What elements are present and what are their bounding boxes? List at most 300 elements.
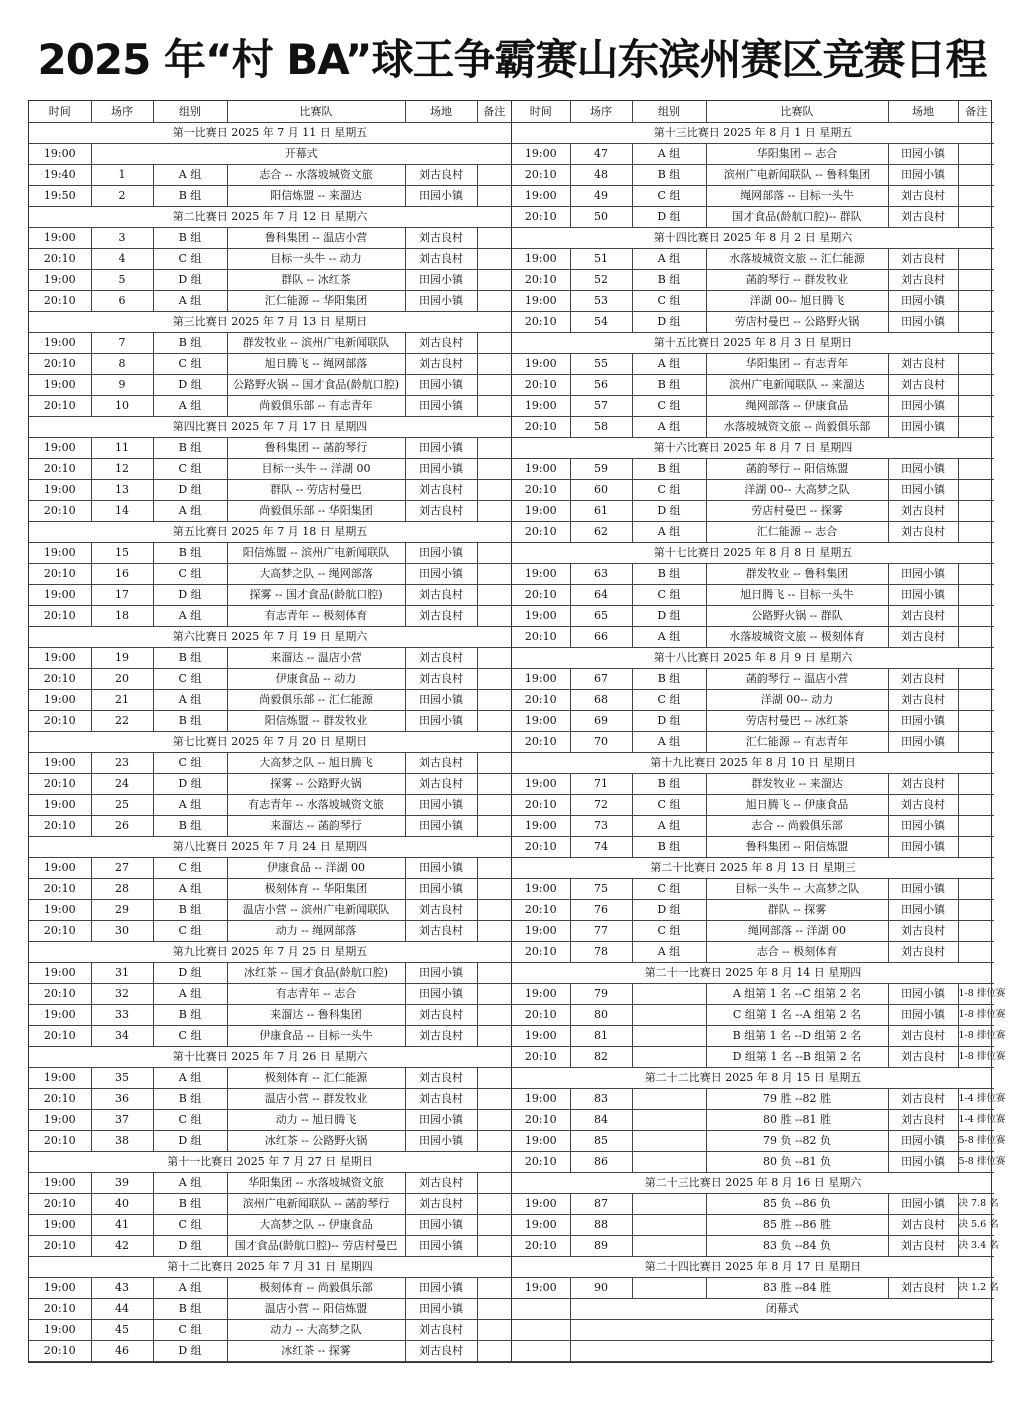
match-number: 23 (91, 753, 153, 774)
match-group: C 组 (153, 669, 227, 690)
match-number: 89 (570, 1236, 632, 1257)
match-note (477, 249, 511, 270)
match-group: C 组 (153, 354, 227, 375)
match-teams: 洋湖 00-- 大高梦之队 (706, 480, 888, 501)
match-row (29, 1068, 511, 1089)
match-note (477, 480, 511, 501)
match-number: 19 (91, 648, 153, 669)
match-note: 1-8 排位赛 (958, 1047, 994, 1068)
match-teams: 水落坡城资文旅 -- 尚毅俱乐部 (706, 417, 888, 438)
match-group: B 组 (153, 1194, 227, 1215)
match-number: 67 (570, 669, 632, 690)
match-note (477, 690, 511, 711)
match-note (958, 921, 994, 942)
match-note (958, 186, 994, 207)
match-teams: 水落坡城资文旅 -- 汇仁能源 (706, 249, 888, 270)
match-number: 3 (91, 228, 153, 249)
match-time: 19:00 (512, 564, 570, 585)
match-teams: 温店小营 -- 滨州广电新闻联队 (227, 900, 405, 921)
match-venue: 田园小镇 (888, 984, 958, 1005)
match-number: 18 (91, 606, 153, 627)
match-note: 5-8 排位赛 (958, 1152, 994, 1173)
match-day-row (512, 1068, 994, 1089)
match-teams: 动力 -- 绳网部落 (227, 921, 405, 942)
match-group: A 组 (632, 627, 706, 648)
match-teams: 来溜达 -- 菡韵琴行 (227, 816, 405, 837)
match-note (477, 900, 511, 921)
match-venue: 田园小镇 (405, 291, 477, 312)
match-note (958, 942, 994, 963)
match-note (477, 753, 511, 774)
match-venue: 刘古良村 (405, 1068, 477, 1089)
match-row (29, 606, 511, 627)
match-day-row (29, 1047, 511, 1068)
match-teams: 绳网部落 -- 伊康食品 (706, 396, 888, 417)
match-teams: 大高梦之队 -- 旭日腾飞 (227, 753, 405, 774)
match-row (512, 1236, 994, 1257)
match-note: 1-8 排位赛 (958, 984, 994, 1005)
match-note: 决 1.2 名 (958, 1278, 994, 1299)
match-group: D 组 (153, 585, 227, 606)
match-teams: 伊康食品 -- 洋湖 00 (227, 858, 405, 879)
match-venue: 田园小镇 (888, 879, 958, 900)
match-group: D 组 (153, 774, 227, 795)
blank-row (512, 1320, 994, 1341)
match-group: C 组 (153, 858, 227, 879)
match-group: D 组 (632, 711, 706, 732)
match-group: A 组 (153, 1278, 227, 1299)
match-number: 13 (91, 480, 153, 501)
match-teams: 大高梦之队 -- 伊康食品 (227, 1215, 405, 1236)
match-teams: 旭日腾飞 -- 目标一头牛 (706, 585, 888, 606)
match-row (29, 480, 511, 501)
match-group (632, 1047, 706, 1068)
match-time: 20:10 (29, 354, 91, 375)
match-venue: 田园小镇 (888, 1005, 958, 1026)
match-note: 1-4 排位赛 (958, 1089, 994, 1110)
match-time: 20:10 (29, 396, 91, 417)
match-number: 79 (570, 984, 632, 1005)
match-time: 20:10 (512, 270, 570, 291)
match-venue: 田园小镇 (888, 900, 958, 921)
match-number: 36 (91, 1089, 153, 1110)
match-number: 86 (570, 1152, 632, 1173)
match-venue: 刘古良村 (888, 1110, 958, 1131)
match-venue: 刘古良村 (888, 1026, 958, 1047)
match-time: 20:10 (29, 1131, 91, 1152)
match-note (477, 396, 511, 417)
match-day-heading: 第二十一比赛日 2025 年 8 月 14 日 星期四 (512, 963, 994, 984)
match-venue: 田园小镇 (888, 732, 958, 753)
match-teams: 旭日腾飞 -- 伊康食品 (706, 795, 888, 816)
match-teams: 极刻体育 -- 华阳集团 (227, 879, 405, 900)
match-venue: 田园小镇 (888, 585, 958, 606)
match-venue: 刘古良村 (888, 606, 958, 627)
match-number: 60 (570, 480, 632, 501)
match-day-heading: 第十九比赛日 2025 年 8 月 10 日 星期日 (512, 753, 994, 774)
match-time: 20:10 (512, 837, 570, 858)
match-row (512, 270, 994, 291)
match-teams: 有志青年 -- 志合 (227, 984, 405, 1005)
match-row (29, 774, 511, 795)
match-venue: 田园小镇 (405, 270, 477, 291)
match-number: 34 (91, 1026, 153, 1047)
match-time: 19:00 (512, 1278, 570, 1299)
match-teams: 群发牧业 -- 滨州广电新闻联队 (227, 333, 405, 354)
match-row (29, 249, 511, 270)
blank-cell (512, 1299, 570, 1320)
match-teams: 国才食品(龄航口腔)-- 劳店村曼巴 (227, 1236, 405, 1257)
match-note (958, 396, 994, 417)
match-number: 35 (91, 1068, 153, 1089)
match-time: 20:10 (512, 522, 570, 543)
match-number: 5 (91, 270, 153, 291)
match-note (477, 1110, 511, 1131)
match-venue: 田园小镇 (405, 1131, 477, 1152)
match-time: 20:10 (29, 1341, 91, 1362)
match-row (512, 522, 994, 543)
match-group (632, 1215, 706, 1236)
match-venue: 田园小镇 (405, 963, 477, 984)
match-note (477, 1215, 511, 1236)
match-note (477, 648, 511, 669)
match-row (29, 438, 511, 459)
match-day-heading: 第十七比赛日 2025 年 8 月 8 日 星期五 (512, 543, 994, 564)
match-time: 19:00 (29, 1320, 91, 1341)
match-day-heading: 第六比赛日 2025 年 7 月 19 日 星期六 (29, 627, 511, 648)
match-note (958, 816, 994, 837)
match-teams: 冰红茶 -- 国才食品(龄航口腔) (227, 963, 405, 984)
match-teams: 来溜达 -- 温店小营 (227, 648, 405, 669)
match-group: C 组 (632, 480, 706, 501)
match-row (29, 816, 511, 837)
match-number: 41 (91, 1215, 153, 1236)
match-time: 20:10 (512, 900, 570, 921)
match-group: C 组 (632, 921, 706, 942)
match-number: 46 (91, 1341, 153, 1362)
schedule-table-right (512, 101, 1006, 1362)
match-time: 19:50 (29, 186, 91, 207)
match-group: D 组 (153, 963, 227, 984)
match-time: 19:00 (29, 963, 91, 984)
match-number: 28 (91, 879, 153, 900)
match-teams: 汇仁能源 -- 有志青年 (706, 732, 888, 753)
match-teams: C 组第 1 名 --A 组第 2 名 (706, 1005, 888, 1026)
match-group: D 组 (632, 207, 706, 228)
match-note (958, 480, 994, 501)
match-group: C 组 (153, 921, 227, 942)
match-row (512, 711, 994, 732)
match-note (477, 1320, 511, 1341)
match-time: 19:00 (29, 543, 91, 564)
match-row (29, 333, 511, 354)
match-group: C 组 (153, 1026, 227, 1047)
match-time: 19:00 (512, 984, 570, 1005)
match-venue: 田园小镇 (405, 1278, 477, 1299)
match-venue: 刘古良村 (405, 921, 477, 942)
match-group: C 组 (632, 585, 706, 606)
match-group: A 组 (153, 879, 227, 900)
match-teams: 国才食品(龄航口腔)-- 群队 (706, 207, 888, 228)
match-day-heading: 第二比赛日 2025 年 7 月 12 日 星期六 (29, 207, 511, 228)
match-row (29, 690, 511, 711)
match-time: 20:10 (29, 1236, 91, 1257)
match-group: B 组 (153, 228, 227, 249)
match-number: 59 (570, 459, 632, 480)
match-group: D 组 (153, 375, 227, 396)
match-teams: 79 胜 --82 胜 (706, 1089, 888, 1110)
match-number: 12 (91, 459, 153, 480)
match-day-row (512, 228, 994, 249)
match-venue: 刘古良村 (888, 207, 958, 228)
match-row (29, 963, 511, 984)
match-group: B 组 (153, 900, 227, 921)
match-number: 43 (91, 1278, 153, 1299)
match-teams: 冰红茶 -- 公路野火锅 (227, 1131, 405, 1152)
match-time: 19:00 (29, 1215, 91, 1236)
match-group (632, 1131, 706, 1152)
match-row (512, 354, 994, 375)
match-time: 19:00 (512, 606, 570, 627)
match-group: A 组 (153, 690, 227, 711)
match-number: 71 (570, 774, 632, 795)
match-group: A 组 (153, 501, 227, 522)
match-day-heading: 第二十四比赛日 2025 年 8 月 17 日 星期日 (512, 1257, 994, 1278)
match-day-row (29, 732, 511, 753)
page-title: 2025 年“村 BA”球王争霸赛山东滨州赛区竞赛日程 (37, 35, 987, 84)
match-number: 87 (570, 1194, 632, 1215)
match-row (29, 1131, 511, 1152)
match-number: 80 (570, 1005, 632, 1026)
match-number: 77 (570, 921, 632, 942)
match-row (512, 921, 994, 942)
match-teams: 极刻体育 -- 尚毅俱乐部 (227, 1278, 405, 1299)
match-group (632, 984, 706, 1005)
match-note (477, 438, 511, 459)
match-row (512, 396, 994, 417)
match-time: 20:10 (512, 585, 570, 606)
match-note (477, 1299, 511, 1320)
match-venue: 刘古良村 (405, 585, 477, 606)
match-note (477, 585, 511, 606)
match-venue: 田园小镇 (888, 1194, 958, 1215)
match-time: 19:00 (512, 249, 570, 270)
header-group: 组别 (153, 101, 227, 123)
match-day-row (512, 123, 994, 144)
match-teams: 探雾 -- 国才食品(龄航口腔) (227, 585, 405, 606)
match-time: 19:00 (29, 438, 91, 459)
match-row (512, 1194, 994, 1215)
match-note: 5-8 排位赛 (958, 1131, 994, 1152)
match-day-row (512, 1173, 994, 1194)
match-time: 20:10 (512, 690, 570, 711)
match-note (477, 459, 511, 480)
match-note (958, 774, 994, 795)
match-time: 19:00 (512, 669, 570, 690)
match-teams: 大高梦之队 -- 绳网部落 (227, 564, 405, 585)
match-time: 20:10 (29, 1299, 91, 1320)
match-time: 19:00 (512, 1131, 570, 1152)
match-group: C 组 (632, 879, 706, 900)
match-group: C 组 (632, 186, 706, 207)
match-venue: 田园小镇 (888, 417, 958, 438)
header-note: 备注 (958, 101, 994, 123)
match-note (477, 501, 511, 522)
match-venue: 田园小镇 (405, 186, 477, 207)
match-time: 19:00 (29, 900, 91, 921)
match-group: B 组 (632, 837, 706, 858)
match-venue: 刘古良村 (405, 669, 477, 690)
match-time: 19:00 (29, 228, 91, 249)
match-row (512, 417, 994, 438)
blank-cell (570, 1341, 994, 1362)
match-number: 74 (570, 837, 632, 858)
match-teams: 伊康食品 -- 目标一头牛 (227, 1026, 405, 1047)
match-number: 82 (570, 1047, 632, 1068)
match-teams: 菡韵琴行 -- 温店小营 (706, 669, 888, 690)
match-number: 62 (570, 522, 632, 543)
match-day-row (512, 543, 994, 564)
match-venue: 田园小镇 (405, 879, 477, 900)
match-row (512, 144, 994, 165)
match-group: A 组 (153, 795, 227, 816)
match-day-heading: 第十八比赛日 2025 年 8 月 9 日 星期六 (512, 648, 994, 669)
match-row (512, 837, 994, 858)
match-teams: 绳网部落 -- 目标一头牛 (706, 186, 888, 207)
match-teams: 伊康食品 -- 动力 (227, 669, 405, 690)
match-row (512, 312, 994, 333)
match-teams: 鲁科集团 -- 温店小营 (227, 228, 405, 249)
match-row (29, 711, 511, 732)
match-teams: 水落坡城资文旅 -- 极刻体育 (706, 627, 888, 648)
match-teams: B 组第 1 名 --D 组第 2 名 (706, 1026, 888, 1047)
match-row (29, 396, 511, 417)
match-time: 19:00 (29, 144, 91, 165)
match-venue: 刘古良村 (888, 921, 958, 942)
match-number: 31 (91, 963, 153, 984)
match-day-row (29, 207, 511, 228)
match-time: 20:10 (512, 1110, 570, 1131)
match-time: 20:10 (29, 669, 91, 690)
match-row (512, 564, 994, 585)
match-venue: 田园小镇 (888, 165, 958, 186)
match-number: 85 (570, 1131, 632, 1152)
match-row (512, 942, 994, 963)
match-day-row (29, 627, 511, 648)
match-group: B 组 (632, 669, 706, 690)
match-day-heading: 第五比赛日 2025 年 7 月 18 日 星期五 (29, 522, 511, 543)
match-number: 8 (91, 354, 153, 375)
header-time: 时间 (29, 101, 91, 123)
match-group: C 组 (153, 249, 227, 270)
match-row (29, 984, 511, 1005)
match-day-heading: 第二十比赛日 2025 年 8 月 13 日 星期三 (512, 858, 994, 879)
match-group: B 组 (153, 1299, 227, 1320)
match-note (477, 186, 511, 207)
match-time: 20:10 (512, 207, 570, 228)
match-venue: 刘古良村 (888, 627, 958, 648)
match-time: 19:00 (512, 711, 570, 732)
match-teams: 有志青年 -- 水落坡城资文旅 (227, 795, 405, 816)
match-venue: 刘古良村 (888, 795, 958, 816)
header-note: 备注 (477, 101, 511, 123)
match-time: 19:00 (29, 1110, 91, 1131)
match-teams: 有志青年 -- 极刻体育 (227, 606, 405, 627)
match-venue: 田园小镇 (405, 438, 477, 459)
match-group: C 组 (632, 795, 706, 816)
match-number: 69 (570, 711, 632, 732)
match-time: 20:10 (512, 732, 570, 753)
match-note (958, 207, 994, 228)
match-venue: 刘古良村 (405, 333, 477, 354)
match-number: 47 (570, 144, 632, 165)
match-group: B 组 (153, 543, 227, 564)
match-row (512, 1278, 994, 1299)
match-venue: 田园小镇 (405, 858, 477, 879)
match-venue: 刘古良村 (405, 753, 477, 774)
match-day-row (512, 1257, 994, 1278)
match-row (29, 501, 511, 522)
ceremony-label: 开幕式 (91, 144, 511, 165)
match-note (958, 627, 994, 648)
match-teams: 目标一头牛 -- 大高梦之队 (706, 879, 888, 900)
match-group: C 组 (153, 1110, 227, 1131)
schedule-body-left (29, 123, 511, 1362)
match-row (512, 291, 994, 312)
match-number: 49 (570, 186, 632, 207)
match-row (29, 564, 511, 585)
match-time: 19:00 (29, 1173, 91, 1194)
match-venue: 刘古良村 (888, 522, 958, 543)
match-row (512, 459, 994, 480)
match-teams: 公路野火锅 -- 群队 (706, 606, 888, 627)
header-row (29, 101, 511, 123)
match-teams: 动力 -- 旭日腾飞 (227, 1110, 405, 1131)
match-number: 38 (91, 1131, 153, 1152)
match-group (632, 1005, 706, 1026)
match-teams: 公路野火锅 -- 国才食品(龄航口腔) (227, 375, 405, 396)
blank-row (512, 1341, 994, 1362)
match-number: 53 (570, 291, 632, 312)
match-venue: 刘古良村 (888, 270, 958, 291)
match-note (477, 921, 511, 942)
match-note (958, 312, 994, 333)
match-venue: 刘古良村 (405, 165, 477, 186)
match-row (29, 270, 511, 291)
match-venue: 刘古良村 (888, 690, 958, 711)
match-row (29, 648, 511, 669)
match-number: 29 (91, 900, 153, 921)
match-day-row (29, 1257, 511, 1278)
match-number: 76 (570, 900, 632, 921)
match-group: B 组 (632, 564, 706, 585)
match-venue: 田园小镇 (405, 564, 477, 585)
match-venue: 田园小镇 (888, 312, 958, 333)
match-venue: 田园小镇 (888, 396, 958, 417)
match-time: 19:00 (29, 795, 91, 816)
match-number: 64 (570, 585, 632, 606)
match-row (29, 900, 511, 921)
match-teams: 尚毅俱乐部 -- 有志青年 (227, 396, 405, 417)
blank-cell (512, 1320, 570, 1341)
match-venue: 刘古良村 (405, 228, 477, 249)
header-teams: 比赛队 (706, 101, 888, 123)
match-row (512, 1026, 994, 1047)
match-teams: 群发牧业 -- 来溜达 (706, 774, 888, 795)
match-group: D 组 (153, 1131, 227, 1152)
schedule-left-column (29, 101, 511, 1362)
match-number: 14 (91, 501, 153, 522)
